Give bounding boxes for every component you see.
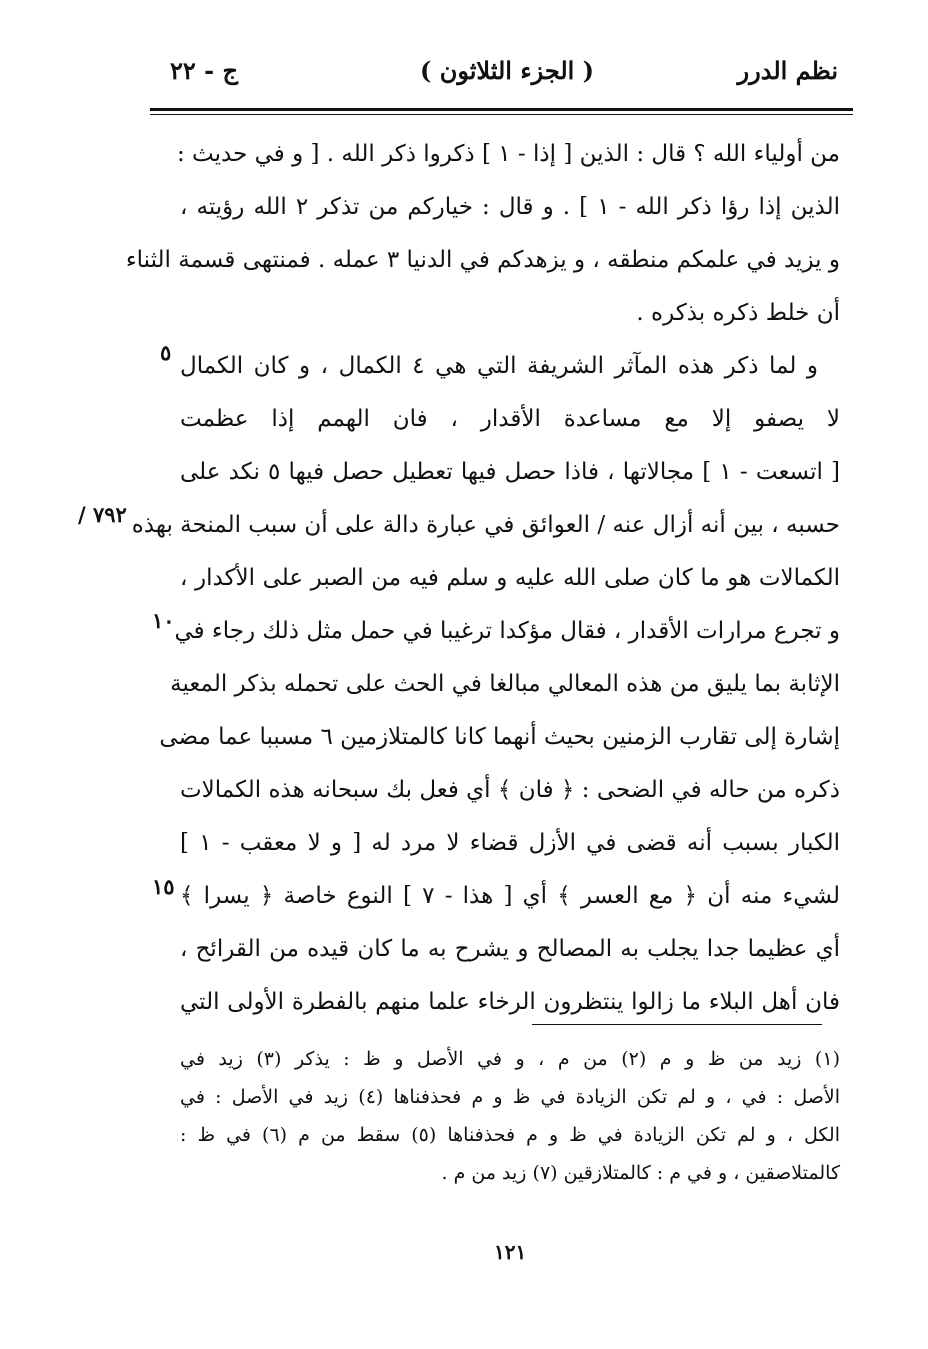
text-line: الذين إذا رؤا ذكر الله - ١ ] . و قال : خياركم من تذكر ٢ الله رؤيته ، [180, 194, 840, 220]
footnote-line: الكل ، و لم تكن الزيادة في ظ و م فحذفناها (٥) سقط من م (٦) في ظ : [180, 1124, 840, 1146]
text-line: [ اتسعت - ١ ] مجالاتها ، فاذا حصل فيها تعطيل حصل فيها ٥ نكد على [180, 459, 841, 485]
text-line: الكبار بسبب أنه قضى في الأزل قضاء لا مرد له [ و لا معقب - ١ ] [180, 830, 840, 856]
running-header [150, 56, 850, 96]
text-line: أي عظيما جدا يجلب به المصالح و يشرح به ما كان قيده من القرائح ، [180, 936, 840, 962]
text-line: و تجرع مرارات الأقدار ، فقال مؤكدا ترغيبا في حمل مثل ذلك رجاء في [174, 618, 840, 644]
text-line: لا يصفو إلا مع مساعدة الأقدار ، فان الهمم إذا عظمت [180, 406, 840, 432]
footnote-line: كالمتلاصقين ، و في م : كالمتلازقين (٧) زيد من م . [441, 1162, 840, 1184]
line-number-5: ٥ [160, 340, 172, 365]
footnote-separator [532, 1024, 822, 1025]
header-rule-thin [150, 114, 853, 115]
text-line: الكمالات هو ما كان صلى الله عليه و سلم فيه من الصبر على الأكدار ، [180, 565, 840, 591]
header-book-title: نظم الدرر [737, 56, 838, 85]
page-number: ١٢١ [494, 1240, 527, 1264]
text-line: حسبه ، بين أنه أزال عنه / العوائق في عبارة دالة على أن سبب المنحة بهذه [131, 512, 840, 538]
text-line: إشارة إلى تقارب الزمنين بحيث أنهما كانا كالمتلازمين ٦ مسببا عما مضى [159, 724, 840, 750]
line-number-10: ١٠ [152, 608, 175, 633]
text-line: لشيء منه أن ﴿ مع العسر ﴾ أي [ هذا - ٧ ] النوع خاصة ﴿ يسرا ﴾ [180, 883, 840, 909]
text-line: الإثابة بما يليق من هذه المعالي مبالغا في الحث على تحمله بذكر المعية [170, 671, 840, 697]
text-line: فان أهل البلاء ما زالوا ينتظرون الرخاء علما منهم بالفطرة الأولى التي [180, 989, 840, 1015]
text-line: و لما ذكر هذه المآثر الشريفة التي هي ٤ الكمال ، و كان الكمال [180, 353, 818, 379]
header-volume: ج - ٢٢ [170, 56, 238, 85]
text-line: أن خلط ذكره بذكره . [636, 300, 840, 326]
line-number-15: ١٥ [152, 874, 175, 899]
text-line: ذكره من حاله في الضحى : ﴿ فان ﴾ أي فعل بك سبحانه هذه الكمالات [180, 777, 840, 803]
footnote-line: (١) زيد من ظ و م (٢) من م ، و في الأصل و ظ : يذكر (٣) زيد في [180, 1048, 840, 1070]
footnotes [180, 1040, 840, 1192]
header-part-title: ( الجزء الثلاثون ) [420, 56, 595, 85]
footnote-line: الأصل : في ، و لم تكن الزيادة في ظ و م فحذفناها (٤) زيد في الأصل : في [180, 1086, 840, 1108]
text-line: و يزيد في علمكم منطقه ، و يزهدكم في الدنيا ٣ عمله . فمنتهى قسمة الثناء [125, 247, 840, 273]
header-rule-thick [150, 108, 853, 111]
text-line: من أولياء الله ؟ قال : الذين [ إذا - ١ ] ذكروا ذكر الله . [ و في حديث : [176, 141, 840, 167]
page-reference: / ٧٩٢ [78, 502, 127, 527]
